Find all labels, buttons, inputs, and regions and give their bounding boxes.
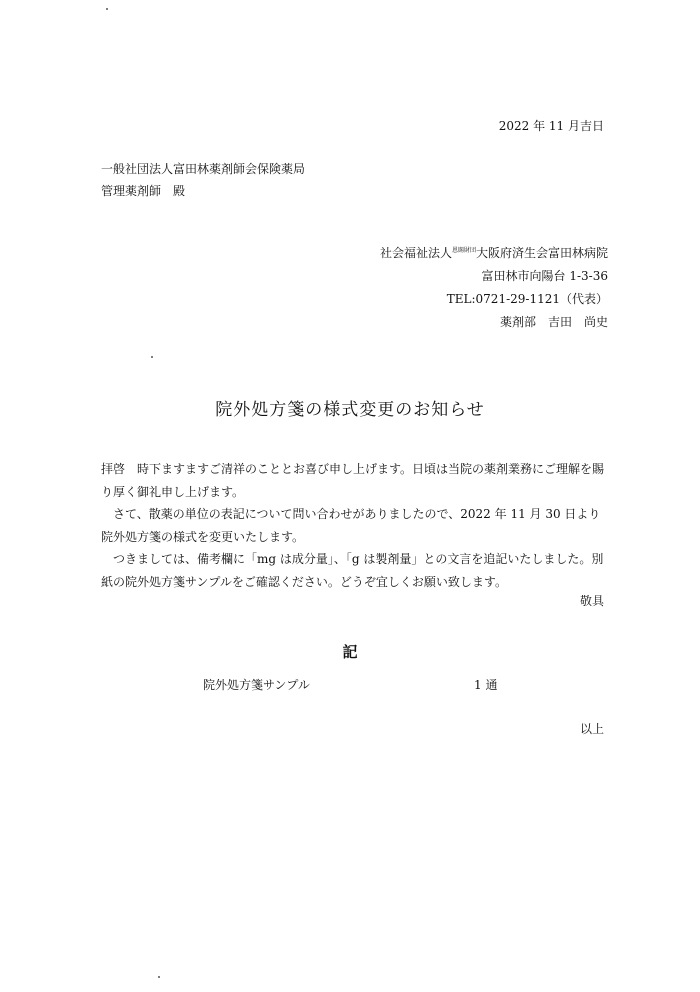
document-title: 院外処方箋の様式変更のお知らせ — [215, 400, 485, 420]
enclosure-quantity: 1 通 — [474, 678, 498, 692]
document-date: 2022 年 11 月吉日 — [498, 119, 604, 133]
recipient-organization: 一般社団法人富田林薬剤師会保険薬局 — [101, 162, 306, 176]
sender-telephone: TEL:0721-29-1121（代表） — [446, 292, 608, 306]
notes-heading: 記 — [342, 643, 358, 661]
body-paragraph-1: 拝啓 時下ますますご清祥のこととお喜び申し上げます。日頃は当院の薬剤業務にご理解を賜り厚く御礼申し上げます。 — [101, 462, 605, 499]
sender-address: 富田林市向陽台 1-3-36 — [481, 269, 608, 283]
body-paragraph-3: つきましては、備考欄に「mg は成分量」、「g は製剤量」との文言を追記いたしました。別紙の院外処方箋サンプルをご確認ください。どうぞ宜しくお願い致します。 — [101, 552, 604, 589]
end-mark: 以上 — [579, 722, 604, 736]
sender-department: 薬剤部 吉田 尚史 — [499, 315, 608, 329]
enclosure-item: 院外処方箋サンプル — [203, 678, 310, 692]
scan-speck — [158, 976, 160, 978]
sender-org-prefix: 社会福祉法人 — [379, 246, 452, 260]
sender-org-rest: 大阪府済生会富田林病院 — [475, 246, 608, 260]
recipient-title: 管理薬剤師 殿 — [101, 184, 186, 198]
closing-word: 敬具 — [579, 594, 604, 608]
scan-speck — [151, 356, 153, 358]
sender-org-small-label: 恩賜財団 — [451, 247, 476, 254]
sender-organization — [380, 244, 608, 261]
body-paragraph-2: さて、散薬の単位の表記について問い合わせがありましたので、2022 年 11 月 30 日より院外処方箋の様式を変更いたします。 — [101, 507, 601, 544]
scan-speck — [106, 8, 108, 10]
